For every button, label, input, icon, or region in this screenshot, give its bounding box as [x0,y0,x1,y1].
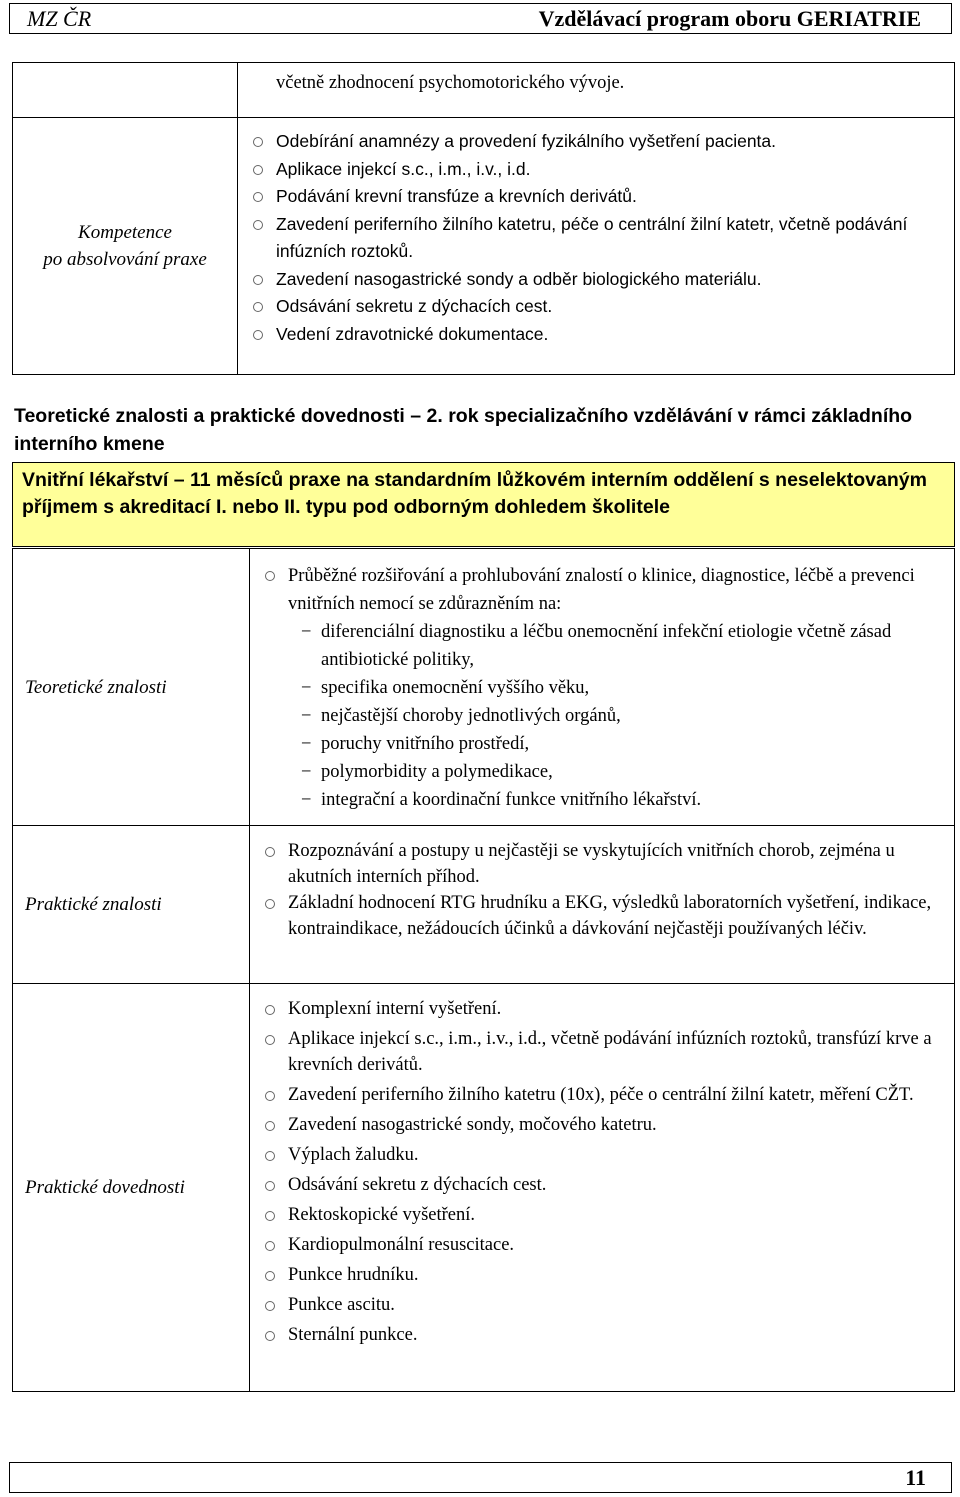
list-item: Aplikace injekcí s.c., i.m., i.v., i.d., včetně podávání infúzních roztoků, transfúzí krve a krevních derivátů. [250,1026,954,1078]
list-item: Odsávání sekretu z dýchacích cest. [250,1172,954,1198]
list-item: Rektoskopické vyšetření. [250,1202,954,1228]
theory-intro: Průběžné rozšiřování a prohlubování znalostí o klinice, diagnostice, léčbě a prevenci vnitřních nemocí se zdůrazněním na: [250,562,954,618]
page-footer [9,1462,952,1493]
theory-sublist [250,618,954,814]
competence-label [13,118,238,375]
header-program-title: Vzdělávací program oboru GERIATRIE [538,6,921,31]
list-item: Komplexní interní vyšetření. [250,996,954,1022]
empty-label-cell [13,63,238,118]
list-item: Podávání krevní transfúze a krevních derivátů. [238,183,954,211]
internal-medicine-box: Vnitřní lékařství – 11 měsíců praxe na standardním lůžkovém interním oddělení s neselektovaným příjmem s akreditací I. nebo II. typu pod odborným dohledem školitele [12,462,955,547]
list-item: Zavedení periferního žilního katetru, péče o centrální žilní katetr, včetně podávání infúzních roztoků. [238,211,954,266]
practical-knowledge-label: Praktické znalosti [13,826,250,984]
list-item: − poruchy vnitřního prostředí, [303,730,954,758]
list-item: Základní hodnocení RTG hrudníku a EKG, výsledků laboratorních vyšetření, indikace, kontraindikace, nežádoucích účinků a dávkování nejčastěji používaných léčiv. [250,890,954,942]
competence-list-cell [238,118,955,375]
list-item: − specifika onemocnění vyššího věku, [303,674,954,702]
practical-knowledge-cell [250,826,955,984]
list-item: Rozpoznávání a postupy u nejčastěji se vyskytujících vnitřních chorob, zejména u akutních interních příhod. [250,838,954,890]
list-item: Zavedení periferního žilního katetru (10x), péče o centrální žilní katetr, měření CŽT. [250,1082,954,1108]
page-header [9,3,952,34]
list-item: Zavedení nasogastrické sondy a odběr biologického materiálu. [238,266,954,294]
list-item: Odsávání sekretu z dýchacích cest. [238,293,954,321]
list-item: Odebírání anamnézy a provedení fyzikálního vyšetření pacienta. [238,128,954,156]
practical-skills-label: Praktické dovednosti [13,984,250,1392]
list-item: Zavedení nasogastrické sondy, močového katetru. [250,1112,954,1138]
list-item: Vedení zdravotnické dokumentace. [238,321,954,349]
list-item: − integrační a koordinační funkce vnitřního lékařství. [303,786,954,814]
theory-cell [250,549,955,826]
practical-skills-list [250,996,954,1348]
theory-label: Teoretické znalosti [13,549,250,826]
section-title: Teoretické znalosti a praktické dovednosti – 2. rok specializačního vzdělávání v rámci základního interního kmene [14,405,913,455]
list-item: − nejčastější choroby jednotlivých orgánů, [303,702,954,730]
page-number: 11 [905,1465,926,1490]
knowledge-table [12,548,955,1392]
header-ministry: MZ ČR [27,6,92,31]
continuation-cell [238,63,955,118]
theory-list [250,562,954,618]
list-item: Punkce ascitu. [250,1292,954,1318]
competence-list [238,124,954,348]
list-item: − diferenciální diagnostiku a léčbu onemocnění infekční etiologie včetně zásad antibiotické politiky, [303,618,954,674]
continuation-text: včetně zhodnocení psychomotorického vývoje. [276,73,625,93]
list-item: Punkce hrudníku. [250,1262,954,1288]
competence-table [12,62,955,375]
list-item: Kardiopulmonální resuscitace. [250,1232,954,1258]
list-item: Sternální punkce. [250,1322,954,1348]
practical-skills-cell [250,984,955,1392]
competence-label-line2: po absolvování praxe [43,249,207,270]
list-item: Aplikace injekcí s.c., i.m., i.v., i.d. [238,156,954,184]
practical-knowledge-list [250,838,954,942]
competence-label-line1: Kompetence [78,222,172,243]
list-item: − polymorbidity a polymedikace, [303,758,954,786]
list-item: Výplach žaludku. [250,1142,954,1168]
